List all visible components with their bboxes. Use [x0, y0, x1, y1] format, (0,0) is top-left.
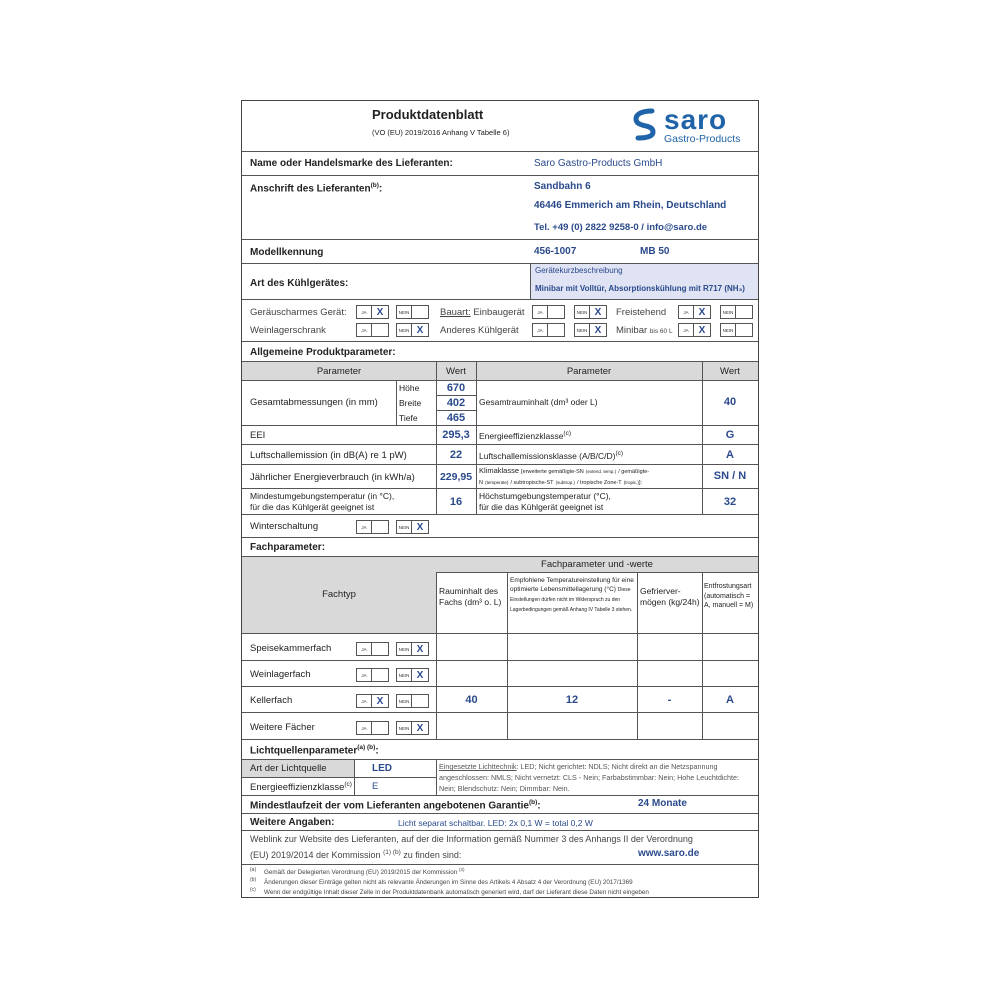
compartment-section-title: Fachparameter:: [250, 542, 326, 553]
model-name: MB 50: [640, 246, 670, 257]
further-info-value: Licht separat schaltbar. LED: 2x 0,1 W = total 0,2 W: [398, 818, 593, 828]
anderes-label: Anderes Kühlgerät: [440, 325, 519, 336]
description-head-cell: [530, 264, 758, 279]
temperature-row: [242, 488, 758, 514]
weinlager-nein-checkbox[interactable]: NEIN X: [396, 323, 429, 337]
supplier-name-row: [242, 151, 758, 175]
freistehend-ja-checkbox[interactable]: JA X: [678, 305, 711, 319]
supplier-street: Sandbahn 6: [534, 181, 591, 192]
fach-values-header: Fachparameter und -werte: [541, 559, 653, 570]
noise-label: Luftschallemission (in dB(A) re 1 pW): [250, 450, 407, 461]
page-subtitle: (VO (EU) 2019/2016 Anhang V Tabelle 6): [372, 128, 510, 137]
climate-class-label: Klimaklasse [erweiterte gemäßigte-SN (extend. temp.) / gemäßigte- N (temperate) / subtropische-ST (subtrop.) / tropische Zone-T (tropic.)]:: [479, 466, 650, 486]
noise-class-label: Luftschallemissionsklasse $(A/B/C/D)^{(c)}$: [479, 450, 624, 461]
energy-class-label: Energieeffizienzklasse$^{(c)}$: [479, 430, 572, 441]
winter-nein-checkbox[interactable]: NEIN X: [396, 520, 429, 534]
further-info-row: [242, 813, 758, 830]
energy-class-value: G: [725, 429, 735, 441]
minibar-nein-checkbox[interactable]: NEIN: [720, 323, 753, 337]
supplier-address-label: Anschrift des Lieferanten$^{(b)}$:: [250, 182, 383, 195]
compartment-header: [242, 556, 758, 633]
weinlager-label: Weinlagerschrank: [250, 325, 326, 336]
breite-label: Breite: [399, 398, 422, 408]
breite-value: 402: [446, 397, 466, 409]
compartment-nein-checkbox[interactable]: NEIN X: [396, 642, 429, 656]
max-temp-label-2: für die das Kühlgerät geeignet ist: [479, 502, 604, 512]
compartment-row: [242, 686, 758, 712]
compartment-ja-checkbox[interactable]: JA: [356, 668, 389, 682]
light-art-label-cell: [242, 760, 354, 778]
further-info-label: Weitere Angaben:: [250, 817, 335, 828]
min-temp-label-2: für die das Kühlgerät geeignet ist: [250, 502, 375, 512]
energy-row: [242, 464, 758, 488]
min-temp-label-1: Mindestumgebungstemperatur (in °C),: [250, 491, 395, 501]
compartment-row: [242, 660, 758, 686]
compartment-ja-checkbox[interactable]: JA: [356, 721, 389, 735]
supplier-name-value: Saro Gastro-Products GmbH: [534, 158, 663, 169]
minibar-ja-checkbox[interactable]: JA X: [678, 323, 711, 337]
energy-value: 229,95: [439, 471, 473, 483]
compartment-label: Speisekammerfach: [250, 643, 332, 654]
min-temp-value: 16: [449, 496, 463, 508]
compartment-ja-checkbox[interactable]: JA X: [356, 694, 389, 708]
supplier-name-label: Name oder Handelsmarke des Lieferanten:: [250, 158, 453, 169]
fachtyp-header-cell: [242, 557, 436, 634]
quiet-nein-checkbox[interactable]: NEIN: [396, 305, 429, 319]
volume-label: Gesamtrauminhalt (dm³ oder L): [479, 397, 598, 407]
light-art-value: LED: [372, 763, 392, 774]
light-tech: Eingesetzte Lichttechnik: LED; Nicht gerichtet: NDLS; Nicht direkt an die Netzspannung angeschlossen: NMLS; Nicht vernetzt: CLS - Nein; Farbabstimmbar: Nein; Hohe Leuchtdichte: Nein; Blendschutz: Nein; Dimmbar: Nein.: [439, 762, 740, 793]
description-value-cell: [530, 278, 758, 300]
noise-row: [242, 444, 758, 464]
hoehe-label: Höhe: [399, 383, 420, 393]
footnote: (b) Änderungen dieser Einträge gelten nicht als relevante Änderungen im Sinne des Artikels 4 Absatz 4 der Verordnung (EU) 2017/1369: [250, 877, 633, 887]
general-header-row: [242, 361, 758, 380]
col-vol-header: Rauminhalt des Fachs (dm³ o. L): [439, 586, 502, 607]
freistehend-label: Freistehend: [616, 307, 667, 318]
weblink-line2: (EU) 2019/2014 der Kommission $^{(1) (b)}$ zu finden sind:: [250, 849, 462, 860]
volume-value: 40: [723, 396, 737, 408]
eei-value: 295,3: [442, 429, 470, 441]
compartment-nein-checkbox[interactable]: NEIN X: [396, 668, 429, 682]
col-param-left: Parameter: [316, 366, 362, 377]
anderes-ja-checkbox[interactable]: JA: [532, 323, 565, 337]
compartment-section: [242, 537, 758, 556]
compartment-nein-checkbox[interactable]: NEIN X: [396, 721, 429, 735]
compartment-label: Weitere Fächer: [250, 722, 315, 733]
general-section-title: Allgemeine Produktparameter:: [250, 347, 396, 358]
weblink-line1: Weblink zur Website des Lieferanten, auf der die Information gemäß Nummer 3 des Anhangs II der Verordnung: [250, 834, 693, 844]
appliance-type-label: Art des Kühlgerätes:: [250, 278, 349, 289]
einbau-nein-checkbox[interactable]: NEIN X: [574, 305, 607, 319]
climate-class-value: SN / N: [713, 470, 747, 482]
eei-row: [242, 425, 758, 444]
compartment-ja-checkbox[interactable]: JA: [356, 642, 389, 656]
appliance-type-row: [242, 263, 758, 299]
light-eff-label: Energieeffizienzklasse$^{(c)}$: [250, 781, 352, 794]
col-wert-left: Wert: [446, 366, 466, 377]
max-temp-value: 32: [723, 496, 737, 508]
logo-word: saro: [664, 104, 728, 135]
saro-logo-icon: [630, 107, 660, 145]
dimensions-label: Gesamtabmessungen (in mm): [250, 397, 378, 408]
light-eff-value: E: [372, 781, 379, 792]
col-temp-header: Empfohlene Temperatureinstellung für eine optimierte Lebensmittellagerung (°C) Diese Einstellungen dürfen nicht im Widerspruch zu den Lagerbedingungen gemäß Anhang IV Tabelle 3 stehen.: [510, 577, 634, 613]
winter-row: [242, 514, 758, 537]
tiefe-label: Tiefe: [399, 413, 418, 423]
product-data-sheet: [241, 100, 759, 898]
quiet-label: Geräuscharmes Gerät:: [250, 307, 347, 318]
quiet-ja-checkbox[interactable]: JA X: [356, 305, 389, 319]
supplier-address-row: [242, 175, 758, 239]
anderes-nein-checkbox[interactable]: NEIN X: [574, 323, 607, 337]
energy-label: Jährlicher Energieverbrauch (in kWh/a): [250, 472, 415, 483]
compartment-temp: 12: [565, 694, 579, 706]
minibar-label: Minibar bis 60 L: [616, 325, 673, 336]
footnote: (a) Gemäß der Delegierten Verordnung (EU) 2019/2015 der Kommission $^{(2)}$: [250, 867, 465, 877]
description-value: Minibar mit Volltür, Absorptionskühlung mit R717 (NH₃): [535, 284, 745, 293]
supplier-contact: Tel. +49 (0) 2822 9258-0 / info@saro.de: [534, 222, 708, 233]
compartment-label: Weinlagerfach: [250, 669, 311, 680]
model-row: [242, 239, 758, 263]
col-defrost-header: Entfrostungsart (automatisch = A, manuell = M): [704, 583, 754, 609]
compartment-nein-checkbox[interactable]: NEIN: [396, 694, 429, 708]
dimensions-row: [242, 380, 758, 425]
hoehe-value: 670: [446, 382, 466, 394]
light-rows: [242, 759, 758, 795]
noise-class-value: A: [726, 449, 734, 461]
einbau-ja-checkbox[interactable]: JA: [532, 305, 565, 319]
compartment-defrost: A: [726, 694, 734, 706]
freistehend-nein-checkbox[interactable]: NEIN: [720, 305, 753, 319]
weinlager-ja-checkbox[interactable]: JA: [356, 323, 389, 337]
description-head: Gerätekurzbeschreibung: [535, 266, 623, 275]
appliance-flags: [242, 299, 758, 341]
footnote: (c) Wenn der endgültige Inhalt dieser Zelle in der Produktdatenbank automatisch generiert wird, darf der Lieferant diese Daten nicht eingeben: [250, 887, 649, 897]
compartment-label: Kellerfach: [250, 695, 293, 706]
compartment-row: [242, 633, 758, 660]
general-section: [242, 341, 758, 361]
page-title: Produktdatenblatt: [372, 107, 484, 122]
light-section-title: Lichtquellenparameter$^{(a) (b)}$:: [250, 744, 379, 757]
fach-values-header-cell: [436, 557, 758, 573]
sheet-header: [242, 101, 758, 151]
col-wert-right: Wert: [720, 366, 740, 377]
logo-sub: Gastro-Products: [664, 133, 741, 145]
bauart-label: Bauart: Einbaugerät: [440, 307, 525, 318]
warranty-value: 24 Monate: [638, 798, 687, 809]
col-param-right: Parameter: [566, 366, 612, 377]
max-temp-label-1: Höchstumgebungstemperatur (°C),: [479, 491, 611, 501]
winter-label: Winterschaltung: [250, 521, 319, 532]
saro-logo: [630, 105, 756, 147]
supplier-city: 46446 Emmerich am Rhein, Deutschland: [534, 200, 727, 211]
fachtyp-header: Fachtyp: [322, 589, 356, 600]
eei-label: EEI: [250, 430, 266, 441]
weblink-url[interactable]: www.saro.de: [638, 848, 700, 859]
col-freeze-header: Gefrierver-mögen (kg/24h): [640, 586, 700, 607]
model-label: Modellkennung: [250, 247, 324, 258]
model-id: 456-1007: [534, 246, 577, 257]
footnotes: [242, 864, 758, 897]
light-art-label: Art der Lichtquelle: [250, 763, 327, 774]
light-section: [242, 739, 758, 759]
compartment-freeze: -: [667, 694, 672, 706]
warranty-row: [242, 795, 758, 813]
noise-value: 22: [449, 449, 463, 461]
winter-ja-checkbox[interactable]: JA: [356, 520, 389, 534]
weblink-row: [242, 830, 758, 864]
tiefe-value: 465: [446, 412, 466, 424]
compartment-row: [242, 712, 758, 739]
warranty-label: Mindestlaufzeit der vom Lieferanten angebotenen Garantie$^{(b)}$:: [250, 799, 541, 812]
compartment-vol: 40: [465, 694, 478, 706]
